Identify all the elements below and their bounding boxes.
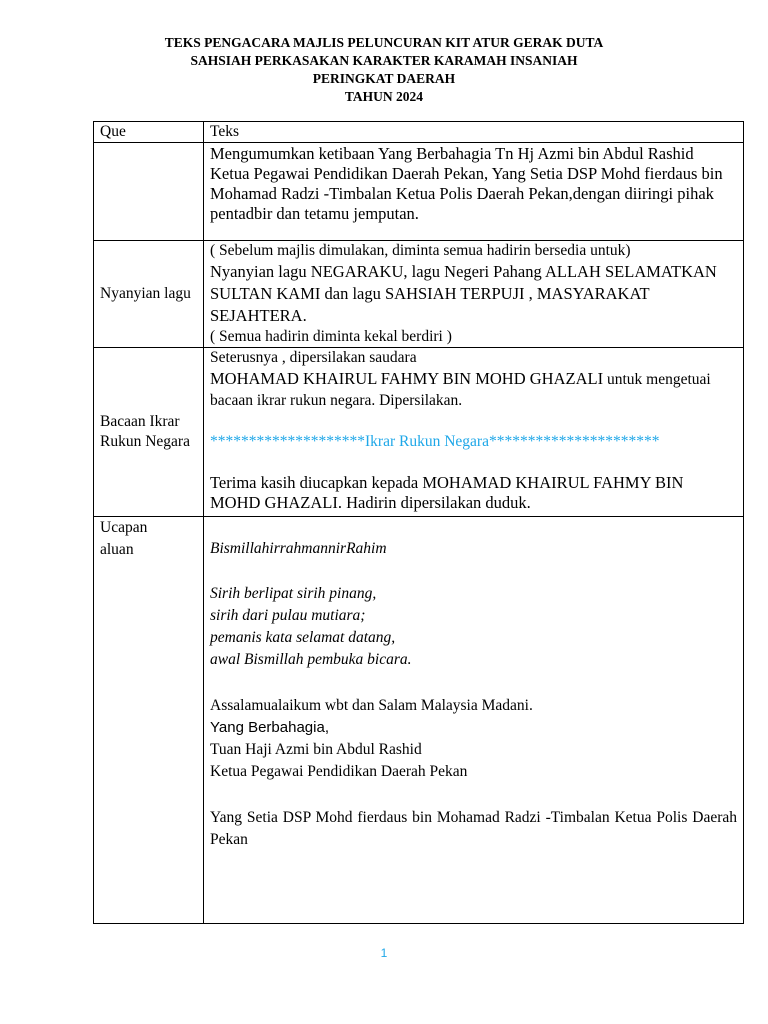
invite-rest: untuk mengetuai bacaan ikrar rukun negara. Dipersilakan. xyxy=(210,371,711,409)
que-cell: Bacaan Ikrar Rukun Negara xyxy=(94,348,204,517)
teks-cell xyxy=(204,143,744,241)
anthem-text: Nyanyian lagu NEGARAKU, lagu Negeri Pahang ALLAH SELAMATKAN SULTAN KAMI dan lagu SAHSIAH TERPUJI , MASYARAKAT SEJAHTERA. xyxy=(210,262,717,325)
invite-name-line xyxy=(210,368,737,411)
script-table xyxy=(93,121,744,924)
guest-2-text: Yang Setia DSP Mohd fierdaus bin Mohamad Radzi -Timbalan Ketua Polis Daerah Pekan xyxy=(210,809,737,848)
table-row xyxy=(94,241,744,348)
table-row xyxy=(94,348,744,517)
title-line-1: TEKS PENGACARA MAJLIS PELUNCURAN KIT ATUR GERAK DUTA xyxy=(164,35,604,50)
teks-cell xyxy=(204,348,744,517)
pantun-line: sirih dari pulau mutiara; xyxy=(210,607,366,624)
bismillah-text: BismillahirrahmannirRahim xyxy=(210,540,387,557)
pantun-line: Sirih berlipat sirih pinang, xyxy=(210,585,377,602)
announcement-text: Mengumumkan ketibaan Yang Berbahagia Tn Hj Azmi bin Abdul Rashid Ketua Pegawai Pendidikan Daerah Pekan, Yang Setia DSP Mohd fierdaus bin Mohamad Radzi -Timbalan Ketua Polis Daerah Pekan,dengan diiringi pihak pentadbir dan tetamu jemputan. xyxy=(210,144,723,223)
document-title xyxy=(0,34,768,106)
que-cell: Nyanyian lagu xyxy=(94,241,204,348)
guest-title: Ketua Pegawai Pendidikan Daerah Pekan xyxy=(210,763,468,780)
que-cell xyxy=(94,517,204,924)
table-row xyxy=(94,143,744,241)
teks-cell xyxy=(204,241,744,348)
que-cell-empty xyxy=(94,143,204,241)
invite-text: Seterusnya , dipersilakan saudara xyxy=(210,349,417,366)
instruction-text: ( Sebelum majlis dimulakan, diminta semua hadirin bersedia untuk) xyxy=(210,242,631,259)
yb-text: Yang Berbahagia, xyxy=(210,719,329,736)
instruction-text: ( Semua hadirin diminta kekal berdiri ) xyxy=(210,328,452,345)
page-number: 1 xyxy=(380,946,388,960)
table-header-row xyxy=(94,122,744,143)
header-teks: Teks xyxy=(204,122,744,143)
pantun-line: awal Bismillah pembuka bicara. xyxy=(210,651,412,668)
que-label: Ucapan aluan xyxy=(100,519,148,558)
table-row xyxy=(94,517,744,924)
thanks-text: Terima kasih diucapkan kepada MOHAMAD KHAIRUL FAHMY BIN MOHD GHAZALI. Hadirin dipersilakan duduk. xyxy=(210,473,684,512)
teks-cell xyxy=(204,517,744,924)
title-line-2: SAHSIAH PERKASAKAN KARAKTER KARAMAH INSANIAH xyxy=(190,53,578,68)
ikrar-heading: ********************Ikrar Rukun Negara********************** xyxy=(210,433,660,450)
title-line-3: PERINGKAT DAERAH xyxy=(312,71,456,86)
pantun-line: pemanis kata selamat datang, xyxy=(210,629,396,646)
reader-name: MOHAMAD KHAIRUL FAHMY BIN MOHD GHAZALI xyxy=(210,369,604,388)
salam-text: Assalamualaikum wbt dan Salam Malaysia Madani. xyxy=(210,697,533,714)
title-line-4: TAHUN 2024 xyxy=(344,89,424,104)
header-que: Que xyxy=(94,122,204,143)
guest-name: Tuan Haji Azmi bin Abdul Rashid xyxy=(210,741,422,758)
